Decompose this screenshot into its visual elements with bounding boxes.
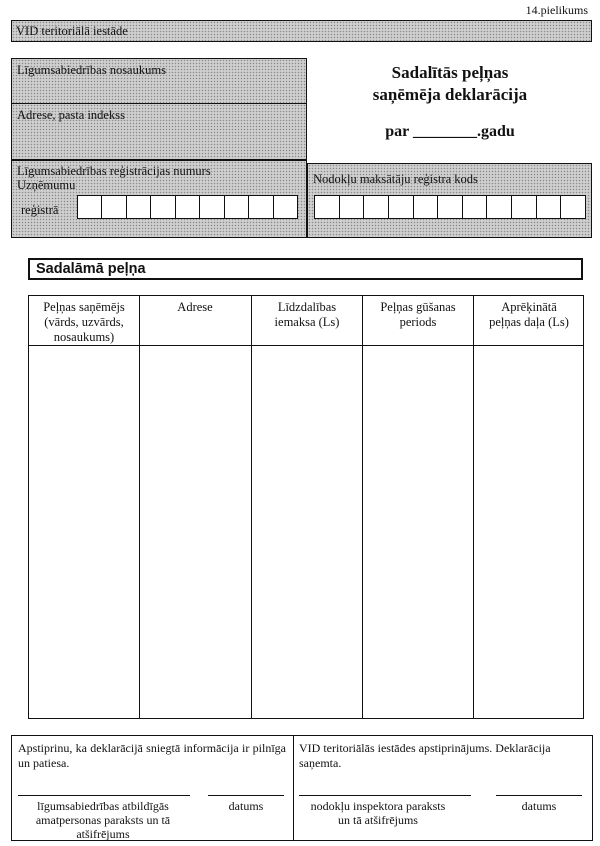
digit-cell[interactable] [78, 196, 102, 218]
digit-cell[interactable] [512, 196, 537, 218]
table-body[interactable] [29, 346, 583, 718]
address-label: Adrese, pasta indekss [17, 108, 125, 122]
form-title [330, 62, 570, 106]
company-info-block [11, 58, 307, 160]
left-signature-label: līgumsabiedrības atbildīgās amatpersonas paraksts un tā atšifrējums [35, 799, 171, 841]
taxpayer-code-block [307, 163, 592, 238]
right-signature-label: nodokļu inspektora paraksts un tā atšifrējums [310, 799, 446, 827]
enterprise-label: Uzņēmumu [17, 178, 76, 192]
digit-cell[interactable] [414, 196, 439, 218]
digit-cell[interactable] [200, 196, 224, 218]
certification-section [11, 735, 593, 841]
digit-cell[interactable] [176, 196, 200, 218]
left-date-label: datums [228, 799, 264, 813]
digit-cell[interactable] [315, 196, 340, 218]
column-header-profit-share: Aprēķinātā peļņas daļa (Ls) [489, 300, 569, 329]
right-signature-line[interactable] [299, 795, 471, 796]
address-field[interactable] [12, 104, 306, 159]
annex-label: 14.pielikums [525, 3, 588, 17]
vid-office-field[interactable] [11, 20, 592, 42]
digit-cell[interactable] [389, 196, 414, 218]
period-line [340, 121, 560, 143]
reg-number-cells[interactable] [77, 195, 298, 219]
title-line-1: Sadalītās peļņas [391, 63, 509, 82]
taxpayer-code-label: Nodokļu maksātāju reģistra kods [313, 172, 478, 186]
right-date-label: datums [521, 799, 557, 813]
digit-cell[interactable] [561, 196, 585, 218]
digit-cell[interactable] [102, 196, 126, 218]
company-name-label: Līgumsabiedrības nosaukums [17, 63, 166, 77]
digit-cell[interactable] [487, 196, 512, 218]
digit-cell[interactable] [225, 196, 249, 218]
footer-divider [293, 736, 294, 840]
digit-cell[interactable] [364, 196, 389, 218]
left-statement: Apstiprinu, ka deklarācijā sniegtā informācija ir pilnīga un patiesa. [18, 741, 286, 770]
digit-cell[interactable] [340, 196, 365, 218]
reg-number-label: Līgumsabiedrības reģistrācijas numurs [17, 164, 211, 178]
digit-cell[interactable] [463, 196, 488, 218]
digit-cell[interactable] [249, 196, 273, 218]
column-header-recipient: Peļņas saņēmējs (vārds, uzvārds, nosaukums) [43, 300, 125, 344]
period-suffix: .gadu [476, 123, 515, 140]
right-date-line[interactable] [496, 795, 582, 796]
period-prefix: par [385, 123, 409, 140]
vid-office-label: VID teritoriālā iestāde [16, 24, 128, 38]
title-line-2: saņēmēja deklarācija [372, 85, 528, 104]
taxpayer-code-cells[interactable] [314, 195, 586, 219]
digit-cell[interactable] [438, 196, 463, 218]
register-label: reģistrā [21, 203, 59, 217]
digit-cell[interactable] [537, 196, 562, 218]
company-name-field[interactable] [12, 59, 306, 103]
section-heading [28, 258, 583, 280]
right-statement: VID teritoriālās iestādes apstiprinājums. Deklarācija saņemta. [299, 741, 551, 770]
profit-table [28, 295, 584, 719]
registration-block [11, 160, 307, 238]
left-date-line[interactable] [208, 795, 284, 796]
digit-cell[interactable] [151, 196, 175, 218]
digit-cell[interactable] [274, 196, 297, 218]
column-header-contribution: Līdzdalības iemaksa (Ls) [274, 300, 340, 329]
digit-cell[interactable] [127, 196, 151, 218]
period-year-blank[interactable]: ________ [412, 123, 477, 140]
left-signature-line[interactable] [18, 795, 190, 796]
column-header-period: Peļņas gūšanas periods [380, 300, 456, 329]
section-title: Sadalāmā peļņa [36, 261, 146, 277]
column-header-address: Adrese [177, 300, 213, 314]
